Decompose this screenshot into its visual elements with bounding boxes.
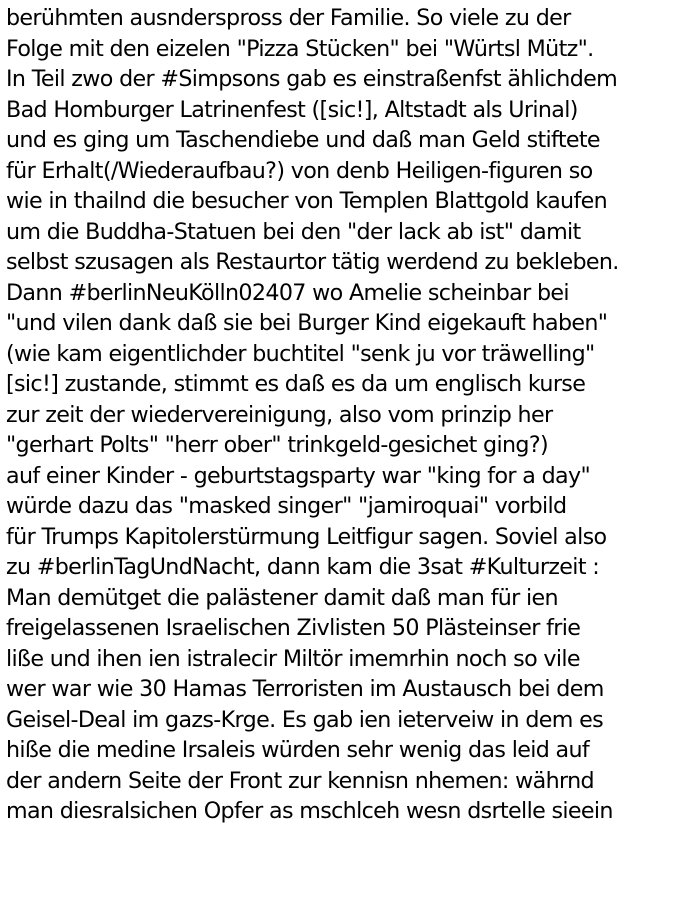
text-line-20: Man demütget die palästener damit daß man für ien bbox=[6, 584, 558, 611]
text-line-11: "und vilen dank daß sie bei Burger Kind eigekauft haben" bbox=[6, 310, 608, 336]
text-line-18: für Trumps Kapitolerstürmung Leitfigur sagen. Soviel also bbox=[6, 523, 607, 550]
text-line-16: auf einer Kinder - geburtstagsparty war "king for a day" bbox=[6, 462, 591, 489]
text-line-2: Folge mit den eizelen "Pizza Stücken" bei "Würtsl Mütz". bbox=[6, 35, 594, 62]
text-line-5: und es ging um Taschendiebe und daß man Geld stiftete bbox=[6, 127, 600, 153]
text-line-7: wie in thailnd die besucher von Templen Blattgold kaufen bbox=[6, 188, 608, 214]
text-line-25: hiße die medine Irsaleis würden sehr wenig das leid auf bbox=[6, 737, 590, 763]
text-line-24: Geisel-Deal im gazs-Krge. Es gab ien ieterveiw in dem es bbox=[6, 706, 604, 733]
text-line-1: berühmten ausnderspross der Familie. So viele zu der bbox=[6, 5, 571, 31]
text-line-22: liße und ihen ien istralecir Miltör imemrhin noch so vile bbox=[6, 645, 580, 672]
text-line-23: wer war wie 30 Hamas Terroristen im Austausch bei dem bbox=[6, 676, 604, 702]
document-text bbox=[6, 3, 682, 827]
text-line-13: [sic!] zustande, stimmt es daß es da um englisch kurse bbox=[6, 371, 586, 397]
text-line-19: zu #berlinTagUndNacht, dann kam die 3sat #Kulturzeit : bbox=[6, 554, 600, 580]
text-line-26: der andern Seite der Front zur kennisn nhemen: währnd bbox=[6, 767, 594, 794]
text-line-6: für Erhalt(/Wiederaufbau?) von denb Heiligen-figuren so bbox=[6, 157, 593, 184]
text-line-9: selbst szusagen als Restaurtor tätig werdend zu bekleben. bbox=[6, 249, 619, 275]
text-line-4: Bad Homburger Latrinenfest ([sic!], Altstadt als Urinal) bbox=[6, 96, 578, 123]
text-line-15: "gerhart Polts" "herr ober" trinkgeld-gesichet ging?) bbox=[6, 432, 548, 458]
text-line-8: um die Buddha-Statuen bei den "der lack ab ist" damit bbox=[6, 218, 581, 245]
text-line-21: freigelassenen Israelischen Zivlisten 50 Plästeinser frie bbox=[6, 615, 581, 641]
text-line-12: (wie kam eigentlichder buchtitel "senk ju vor träwelling" bbox=[6, 340, 595, 367]
text-line-10: Dann #berlinNeuKölln02407 wo Amelie scheinbar bei bbox=[6, 279, 569, 306]
text-line-17: würde dazu das "masked singer" "jamiroquai" vorbild bbox=[6, 493, 567, 519]
text-line-27: man diesralsichen Opfer as mschlceh wesn dsrtelle sieein bbox=[6, 798, 613, 824]
text-line-3: In Teil zwo der #Simpsons gab es einstraßenfst ählichdem bbox=[6, 66, 618, 92]
text-line-14: zur zeit der wiedervereinigung, also vom prinzip her bbox=[6, 401, 553, 428]
